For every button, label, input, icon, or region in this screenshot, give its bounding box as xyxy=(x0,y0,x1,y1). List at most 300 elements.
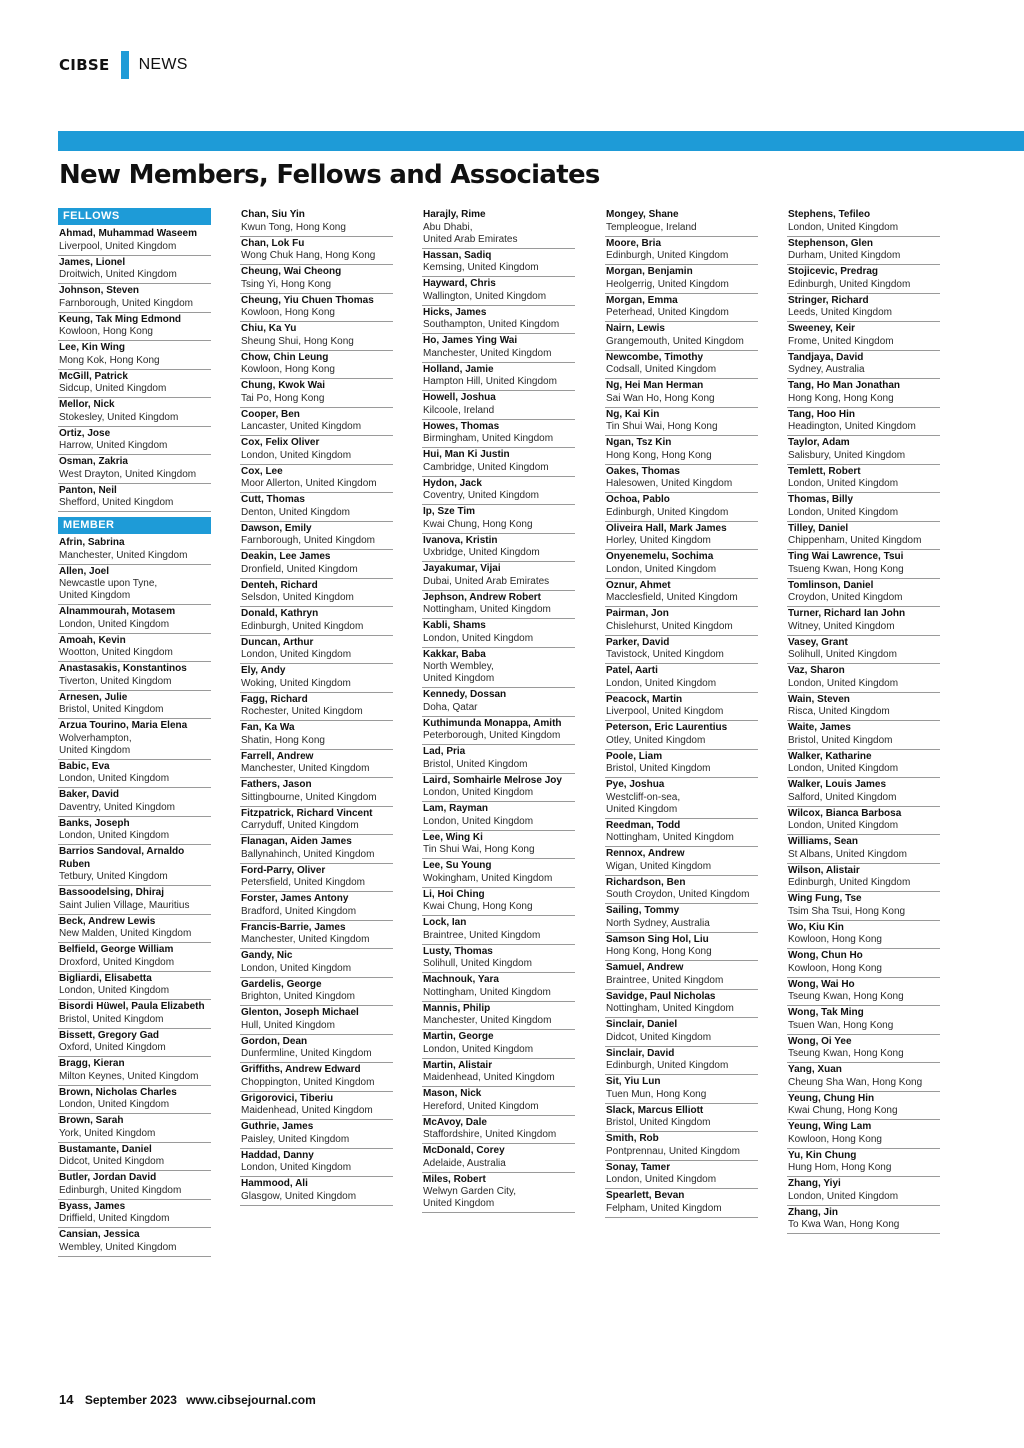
member-location: Daventry, United Kingdom xyxy=(59,801,175,813)
member-name: Wong, Oi Yee xyxy=(788,1035,852,1047)
member-name: Ip, Sze Tim xyxy=(423,506,476,517)
member-name: Gandy, Nic xyxy=(241,950,293,961)
list-item xyxy=(787,835,940,864)
member-location: Dronfield, United Kingdom xyxy=(241,563,358,575)
list-item xyxy=(422,448,575,477)
list-item xyxy=(58,886,211,915)
member-name: Ho, James Ying Wai xyxy=(423,335,518,346)
list-item xyxy=(605,294,758,323)
list-item xyxy=(787,237,940,266)
list-item xyxy=(58,1200,211,1229)
member-name: Ngan, Tsz Kin xyxy=(606,437,672,448)
member-location: Croydon, United Kingdom xyxy=(788,592,903,603)
member-name: Walker, Louis James xyxy=(788,779,887,790)
list-item xyxy=(787,436,940,465)
member-location: Tavistock, United Kingdom xyxy=(606,649,724,660)
list-item xyxy=(240,921,393,950)
list-item xyxy=(787,1092,940,1121)
member-location: Tseung Kwan, Hong Kong xyxy=(788,991,904,1002)
member-location: Shefford, United Kingdom xyxy=(59,497,174,508)
list-item xyxy=(787,778,940,807)
member-location: Selsdon, United Kingdom xyxy=(241,592,354,603)
member-name: Nairn, Lewis xyxy=(606,323,665,334)
member-name: Howes, Thomas xyxy=(423,420,500,432)
member-name: Duncan, Arthur xyxy=(241,636,314,648)
member-location: Tai Po, Hong Kong xyxy=(241,392,325,404)
member-location: Wallington, United Kingdom xyxy=(423,290,547,302)
member-location: Westcliff-on-sea, United Kingdom xyxy=(606,791,681,815)
member-name: Baker, David xyxy=(59,789,120,800)
member-name: Temlett, Robert xyxy=(788,465,861,477)
member-name: Haddad, Danny xyxy=(241,1149,314,1161)
member-name: Ivanova, Kristin xyxy=(423,534,498,546)
member-location: New Malden, United Kingdom xyxy=(59,928,192,939)
member-name: Mongey, Shane xyxy=(606,209,679,220)
list-item xyxy=(605,819,758,848)
member-name: Taylor, Adam xyxy=(788,437,850,448)
member-location: Brighton, United Kingdom xyxy=(241,991,355,1002)
member-location: Dubai, United Arab Emirates xyxy=(423,575,550,587)
header-divider-bar xyxy=(121,51,129,79)
member-name: Laird, Somhairle Melrose Joy xyxy=(423,774,562,786)
list-item xyxy=(422,534,575,563)
member-location: Birmingham, United Kingdom xyxy=(423,433,554,444)
category-header-fellows: FELLOWS xyxy=(58,208,211,225)
member-name: Wing Fung, Tse xyxy=(788,893,862,904)
page-header xyxy=(59,50,188,80)
page-title: New Members, Fellows and Associates xyxy=(59,160,600,190)
member-location: Wigan, United Kingdom xyxy=(606,860,712,872)
member-name: James, Lionel xyxy=(59,256,126,268)
list-item xyxy=(787,208,940,237)
list-item xyxy=(240,379,393,408)
member-name: Richardson, Ben xyxy=(606,876,686,888)
list-item xyxy=(422,859,575,888)
member-name: Ahmad, Muhammad Waseem xyxy=(59,228,197,239)
member-name: Mannis, Philip xyxy=(423,1002,491,1014)
member-name: Zhang, Yiyi xyxy=(788,1178,841,1189)
member-name: McDonald, Corey xyxy=(423,1145,505,1156)
list-item xyxy=(422,562,575,591)
list-item xyxy=(422,688,575,717)
list-item xyxy=(240,664,393,693)
member-location: West Drayton, United Kingdom xyxy=(59,468,197,480)
member-location: Kowloon, Hong Kong xyxy=(241,307,335,318)
list-item xyxy=(58,943,211,972)
member-location: Oxford, United Kingdom xyxy=(59,1042,166,1053)
member-location: Tuen Mun, Hong Kong xyxy=(606,1088,707,1100)
member-name: Johnson, Steven xyxy=(59,285,140,296)
member-name: Yeung, Chung Hin xyxy=(788,1092,875,1104)
member-name: Mason, Nick xyxy=(423,1088,482,1099)
list-item xyxy=(605,579,758,608)
list-item xyxy=(58,565,211,606)
list-item xyxy=(605,522,758,551)
page-footer xyxy=(59,1392,322,1407)
member-name: Chung, Kwok Wai xyxy=(241,380,326,391)
member-location: Pontprennau, United Kingdom xyxy=(606,1145,740,1157)
member-location: London, United Kingdom xyxy=(59,773,170,784)
list-item xyxy=(58,719,211,760)
member-name: Kakkar, Baba xyxy=(423,648,486,660)
list-item xyxy=(605,961,758,990)
member-location: Solihull, United Kingdom xyxy=(423,958,532,969)
list-item xyxy=(422,249,575,278)
member-name: Chiu, Ka Yu xyxy=(241,323,297,334)
member-name: Jephson, Andrew Robert xyxy=(423,591,541,603)
member-location: London, United Kingdom xyxy=(606,677,717,689)
member-name: Wong, Chun Ho xyxy=(788,950,863,961)
member-name: Barrios Sandoval, Arnaldo Ruben xyxy=(59,846,185,870)
member-location: Edinburgh, United Kingdom xyxy=(606,1060,729,1071)
member-name: Amoah, Kevin xyxy=(59,634,126,646)
member-list-column-4 xyxy=(605,208,758,1218)
member-location: Manchester, United Kingdom xyxy=(423,347,552,359)
list-item xyxy=(787,1177,940,1206)
column-1 xyxy=(58,208,211,1257)
list-item xyxy=(240,265,393,294)
member-location: Ballynahinch, United Kingdom xyxy=(241,848,375,860)
member-location: Carryduff, United Kingdom xyxy=(241,820,359,831)
member-name: Butler, Jordan David xyxy=(59,1172,157,1183)
list-item xyxy=(240,1006,393,1035)
list-item xyxy=(58,341,211,370)
member-location: Didcot, United Kingdom xyxy=(59,1156,165,1167)
list-item xyxy=(58,1228,211,1257)
member-location: Hereford, United Kingdom xyxy=(423,1100,539,1112)
list-item xyxy=(605,778,758,819)
member-location: Kowloon, Hong Kong xyxy=(788,1133,882,1145)
member-location: Paisley, United Kingdom xyxy=(241,1133,350,1145)
member-location: Peterhead, United Kingdom xyxy=(606,307,729,318)
member-list-column-3 xyxy=(422,208,575,1213)
list-item xyxy=(787,1006,940,1035)
member-name: Walker, Katharine xyxy=(788,750,872,762)
list-item xyxy=(58,227,211,256)
member-location: Liverpool, United Kingdom xyxy=(606,706,724,717)
member-location: Stokesley, United Kingdom xyxy=(59,411,179,423)
member-name: Zhang, Jin xyxy=(788,1206,838,1218)
list-item xyxy=(605,1104,758,1133)
list-item xyxy=(240,693,393,722)
list-item xyxy=(58,370,211,399)
member-location: London, United Kingdom xyxy=(241,649,352,660)
member-location: Tiverton, United Kingdom xyxy=(59,675,172,687)
member-name: Miles, Robert xyxy=(423,1173,486,1185)
member-location: Solihull, United Kingdom xyxy=(788,649,897,660)
list-item xyxy=(58,845,211,886)
member-location: Tetbury, United Kingdom xyxy=(59,871,168,882)
member-name: Holland, Jamie xyxy=(423,363,494,375)
member-name: Lee, Su Young xyxy=(423,860,492,871)
member-location: Sai Wan Ho, Hong Kong xyxy=(606,392,715,404)
list-item xyxy=(605,693,758,722)
member-location: Kowloon, Hong Kong xyxy=(788,962,882,974)
list-item xyxy=(605,1132,758,1161)
member-location: Sidcup, United Kingdom xyxy=(59,383,167,394)
list-item xyxy=(58,691,211,720)
list-item xyxy=(58,788,211,817)
member-name: Martin, George xyxy=(423,1031,494,1042)
member-location: London, United Kingdom xyxy=(241,1162,352,1173)
list-item xyxy=(605,379,758,408)
member-location: Manchester, United Kingdom xyxy=(423,1015,552,1026)
member-name: Cox, Lee xyxy=(241,465,283,477)
member-location: Choppington, United Kingdom xyxy=(241,1076,375,1088)
member-location: Edinburgh, United Kingdom xyxy=(59,1184,182,1196)
list-item xyxy=(422,277,575,306)
member-location: Adelaide, Australia xyxy=(423,1157,506,1169)
list-item xyxy=(422,306,575,335)
list-item xyxy=(422,1144,575,1173)
member-name: Anastasakis, Konstantinos xyxy=(59,663,187,674)
member-location: London, United Kingdom xyxy=(788,221,899,233)
list-item xyxy=(58,536,211,565)
member-name: Pye, Joshua xyxy=(606,779,665,790)
member-location: Braintree, United Kingdom xyxy=(423,929,541,941)
member-location: London, United Kingdom xyxy=(606,563,717,575)
list-item xyxy=(58,455,211,484)
list-item xyxy=(240,721,393,750)
member-name: Hayward, Chris xyxy=(423,278,496,289)
member-location: St Albans, United Kingdom xyxy=(788,848,907,860)
member-location: Witney, United Kingdom xyxy=(788,620,895,632)
member-name: Yang, Xuan xyxy=(788,1064,842,1075)
member-location: Edinburgh, United Kingdom xyxy=(606,506,729,518)
member-location: Welwyn Garden City, United Kingdom xyxy=(423,1186,516,1209)
member-name: Howell, Joshua xyxy=(423,392,496,403)
member-name: Fathers, Jason xyxy=(241,779,312,790)
list-item xyxy=(240,1035,393,1064)
member-location: Moor Allerton, United Kingdom xyxy=(241,478,377,489)
member-name: Stephenson, Glen xyxy=(788,237,874,249)
member-name: Li, Hoi Ching xyxy=(423,888,485,900)
list-item xyxy=(422,420,575,449)
member-location: Droitwich, United Kingdom xyxy=(59,269,177,280)
member-name: Keung, Tak Ming Edmond xyxy=(59,313,182,325)
member-location: North Sydney, Australia xyxy=(606,917,710,929)
list-item xyxy=(422,363,575,392)
list-item xyxy=(58,1114,211,1143)
member-name: Stojicevic, Predrag xyxy=(788,266,879,277)
member-name: McGill, Patrick xyxy=(59,370,128,382)
member-name: Wilcox, Bianca Barbosa xyxy=(788,807,902,819)
member-name: Wong, Wai Ho xyxy=(788,978,855,990)
member-list-column-2 xyxy=(240,208,393,1206)
list-item xyxy=(422,591,575,620)
member-location: Bristol, United Kingdom xyxy=(788,734,893,746)
member-location: London, United Kingdom xyxy=(788,677,899,689)
member-location: Cambridge, United Kingdom xyxy=(423,461,549,473)
list-item xyxy=(422,1059,575,1088)
member-location: Mong Kok, Hong Kong xyxy=(59,354,160,366)
member-location: Manchester, United Kingdom xyxy=(59,549,188,561)
member-location: London, United Kingdom xyxy=(59,985,170,996)
member-location: London, United Kingdom xyxy=(788,506,899,518)
member-location: Nottingham, United Kingdom xyxy=(606,832,734,843)
member-name: Reedman, Todd xyxy=(606,819,681,831)
member-name: Chow, Chin Leung xyxy=(241,351,329,363)
member-location: Salisbury, United Kingdom xyxy=(788,449,906,461)
list-item xyxy=(787,750,940,779)
member-location: Leeds, United Kingdom xyxy=(788,307,892,318)
member-location: Southampton, United Kingdom xyxy=(423,319,560,330)
list-item xyxy=(787,1206,940,1235)
member-name: Moore, Bria xyxy=(606,237,662,249)
member-location: Templeogue, Ireland xyxy=(606,221,697,233)
list-item xyxy=(58,1143,211,1172)
list-item xyxy=(58,313,211,342)
member-location: Bristol, United Kingdom xyxy=(59,1013,164,1025)
member-location: Risca, United Kingdom xyxy=(788,706,890,717)
member-name: Ochoa, Pablo xyxy=(606,494,670,505)
fellows-list xyxy=(58,227,211,512)
member-location: London, United Kingdom xyxy=(59,618,170,630)
member-name: Turner, Richard Ian John xyxy=(788,608,906,619)
member-name: Hassan, Sadiq xyxy=(423,249,492,261)
member-location: Wolverhampton, United Kingdom xyxy=(59,732,132,756)
member-name: Sinclair, Daniel xyxy=(606,1019,678,1030)
member-name: Bigliardi, Elisabetta xyxy=(59,972,152,984)
list-item xyxy=(58,760,211,789)
member-name: Smith, Rob xyxy=(606,1133,659,1144)
member-name: Bassoodelsing, Dhiraj xyxy=(59,887,165,898)
column-4 xyxy=(605,208,758,1218)
member-name: Wong, Tak Ming xyxy=(788,1007,864,1018)
list-item xyxy=(605,265,758,294)
list-item xyxy=(240,322,393,351)
member-location: Bradford, United Kingdom xyxy=(241,905,357,917)
member-name: Osman, Zakria xyxy=(59,456,128,467)
member-location: Bristol, United Kingdom xyxy=(606,1117,711,1128)
member-location: Durham, United Kingdom xyxy=(788,250,901,261)
list-item xyxy=(605,847,758,876)
list-item xyxy=(787,607,940,636)
member-location: Nottingham, United Kingdom xyxy=(606,1003,734,1014)
member-location: To Kwa Wan, Hong Kong xyxy=(788,1219,900,1230)
member-location: Braintree, United Kingdom xyxy=(606,974,724,986)
list-item xyxy=(240,436,393,465)
member-location: Maidenhead, United Kingdom xyxy=(241,1105,373,1116)
list-item xyxy=(240,1177,393,1206)
member-location: Edinburgh, United Kingdom xyxy=(788,877,911,888)
member-location: Tseung Kwan, Hong Kong xyxy=(788,1048,904,1059)
member-name: Oakes, Thomas xyxy=(606,465,680,477)
member-location: Newcastle upon Tyne, United Kingdom xyxy=(59,578,158,601)
member-location: Hong Kong, Hong Kong xyxy=(606,946,712,957)
list-item xyxy=(605,436,758,465)
list-item xyxy=(240,778,393,807)
member-name: Guthrie, James xyxy=(241,1121,314,1132)
member-location: Wembley, United Kingdom xyxy=(59,1241,177,1253)
member-location: York, United Kingdom xyxy=(59,1127,156,1139)
member-location: South Croydon, United Kingdom xyxy=(606,889,750,900)
list-item xyxy=(422,745,575,774)
member-name: Belfield, George William xyxy=(59,944,174,955)
accent-stripe xyxy=(58,131,1024,151)
member-location: London, United Kingdom xyxy=(241,962,352,974)
list-item xyxy=(605,1161,758,1190)
member-name: Lee, Kin Wing xyxy=(59,342,126,353)
member-name: Brown, Nicholas Charles xyxy=(59,1086,177,1098)
member-name: Arnesen, Julie xyxy=(59,691,128,703)
member-name: Martin, Alistair xyxy=(423,1059,493,1071)
member-name: Rennox, Andrew xyxy=(606,848,685,859)
list-item xyxy=(422,945,575,974)
member-location: London, United Kingdom xyxy=(241,449,352,461)
member-location: Harrow, United Kingdom xyxy=(59,440,168,451)
member-name: Wain, Steven xyxy=(788,693,850,705)
member-name: Sit, Yiu Lun xyxy=(606,1076,661,1087)
member-location: London, United Kingdom xyxy=(423,632,534,644)
member-location: Peterborough, United Kingdom xyxy=(423,730,561,741)
member-location: North Wembley, United Kingdom xyxy=(423,661,495,684)
member-name: Bisordi Hüwel, Paula Elizabeth xyxy=(59,1001,205,1012)
list-item xyxy=(787,465,940,494)
list-item xyxy=(240,978,393,1007)
list-item xyxy=(605,493,758,522)
member-name: Arzua Tourino, Maria Elena xyxy=(59,720,188,731)
list-item xyxy=(422,916,575,945)
member-location: Hampton Hill, United Kingdom xyxy=(423,376,557,387)
member-location: London, United Kingdom xyxy=(423,815,534,827)
member-location: Farnborough, United Kingdom xyxy=(241,535,375,546)
member-location: Nottingham, United Kingdom xyxy=(423,986,551,998)
member-location: Kwai Chung, Hong Kong xyxy=(788,1105,898,1116)
list-item xyxy=(58,605,211,634)
member-name: Forster, James Antony xyxy=(241,893,349,904)
list-item xyxy=(58,1057,211,1086)
member-location: Kwai Chung, Hong Kong xyxy=(423,901,533,912)
list-item xyxy=(787,978,940,1007)
list-item xyxy=(240,351,393,380)
list-item xyxy=(240,864,393,893)
member-location: Grangemouth, United Kingdom xyxy=(606,335,744,347)
member-location: Hong Kong, Hong Kong xyxy=(788,392,894,404)
member-name: Chan, Lok Fu xyxy=(241,237,305,249)
member-location: Maidenhead, United Kingdom xyxy=(423,1072,555,1083)
list-item xyxy=(240,408,393,437)
member-name: Wo, Kiu Kin xyxy=(788,921,844,933)
member-name: Tomlinson, Daniel xyxy=(788,579,874,591)
member-location: Hull, United Kingdom xyxy=(241,1019,335,1031)
member-location: Wokingham, United Kingdom xyxy=(423,872,553,884)
member-location: Liverpool, United Kingdom xyxy=(59,240,177,252)
member-name: Cansian, Jessica xyxy=(59,1229,140,1240)
member-name: Bustamante, Daniel xyxy=(59,1143,152,1155)
member-location: Manchester, United Kingdom xyxy=(241,934,370,945)
list-item xyxy=(787,664,940,693)
member-name: Hydon, Jack xyxy=(423,477,482,489)
list-item xyxy=(240,949,393,978)
list-item xyxy=(605,664,758,693)
member-name: Denteh, Richard xyxy=(241,579,318,591)
list-item xyxy=(787,949,940,978)
member-name: Lee, Wing Ki xyxy=(423,831,483,843)
member-location: Kwai Chung, Hong Kong xyxy=(423,518,533,530)
member-name: Deakin, Lee James xyxy=(241,551,331,562)
member-location: London, United Kingdom xyxy=(788,478,899,489)
member-name: Hui, Man Ki Justin xyxy=(423,449,510,460)
member-location: Macclesfield, United Kingdom xyxy=(606,592,738,603)
list-item xyxy=(605,750,758,779)
member-location: Edinburgh, United Kingdom xyxy=(788,278,911,290)
list-item xyxy=(422,208,575,249)
member-name: Fagg, Richard xyxy=(241,693,308,705)
list-item xyxy=(787,294,940,323)
member-location: Tsueng Kwan, Hong Kong xyxy=(788,563,904,575)
member-name: Tang, Ho Man Jonathan xyxy=(788,380,901,391)
